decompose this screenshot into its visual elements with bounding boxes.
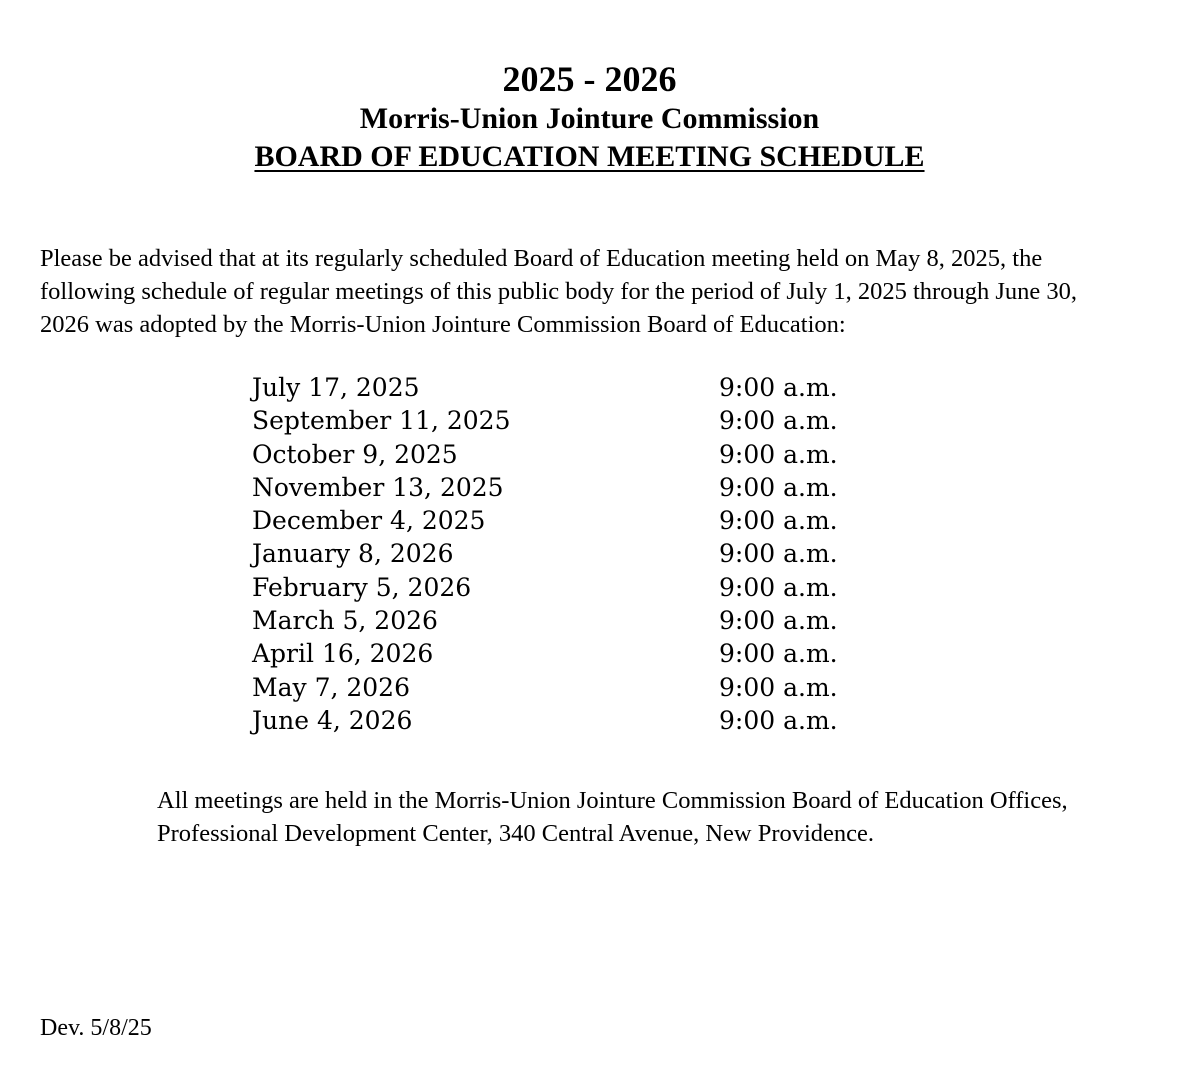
meeting-time: 9:00 a.m.	[719, 606, 838, 636]
schedule-row	[252, 404, 912, 437]
meeting-time: 9:00 a.m.	[719, 572, 838, 602]
schedule-row	[252, 671, 912, 704]
meeting-date: October 9, 2025	[252, 439, 458, 469]
meeting-time: 9:00 a.m.	[719, 439, 838, 469]
revision-note: Dev. 5/8/25	[40, 1015, 152, 1041]
meeting-schedule-list	[252, 371, 912, 737]
location-paragraph: All meetings are held in the Morris-Union Jointure Commission Board of Education Offices, Professional Development Center, 340 Central Avenue, New Providence.	[157, 787, 1068, 847]
meeting-date: July 17, 2025	[252, 373, 420, 402]
meeting-date: November 13, 2025	[252, 472, 504, 502]
meeting-date: April 16, 2026	[252, 639, 434, 669]
meeting-date: February 5, 2026	[252, 572, 472, 602]
meeting-time: 9:00 a.m.	[719, 406, 838, 436]
meeting-time: 9:00 a.m.	[719, 506, 838, 536]
schedule-title: BOARD OF EDUCATION MEETING SCHEDULE	[254, 140, 925, 173]
schedule-row	[252, 704, 912, 737]
meeting-time: 9:00 a.m.	[719, 373, 838, 402]
organization-name: Morris-Union Jointure Commission	[359, 102, 820, 135]
meeting-date: May 7, 2026	[252, 672, 410, 702]
meeting-date: January 8, 2026	[252, 539, 454, 569]
schedule-row	[252, 504, 912, 537]
schedule-row	[252, 438, 912, 471]
meeting-date: December 4, 2025	[252, 506, 486, 536]
meeting-time: 9:00 a.m.	[719, 705, 838, 735]
meeting-date: September 11, 2025	[252, 406, 511, 436]
meeting-date: June 4, 2026	[252, 705, 413, 735]
meeting-date: March 5, 2026	[252, 606, 438, 636]
schedule-row	[252, 604, 912, 637]
meeting-time: 9:00 a.m.	[719, 672, 838, 702]
meeting-time: 9:00 a.m.	[719, 639, 838, 669]
intro-paragraph: Please be advised that at its regularly scheduled Board of Education meeting held on May 8, 2025, the following schedule of regular meetings of this public body for the period of July 1, 2025 through June 30, 2026 was adopted by the Morris-Union Jointure Commission Board of Education:	[40, 245, 1077, 338]
schedule-row	[252, 637, 912, 670]
document-header	[0, 58, 1179, 176]
schedule-row	[252, 471, 912, 504]
schedule-row	[252, 371, 912, 404]
schedule-row	[252, 571, 912, 604]
schedule-row	[252, 537, 912, 570]
school-year-heading: 2025 - 2026	[502, 59, 677, 99]
meeting-time: 9:00 a.m.	[719, 539, 838, 569]
meeting-time: 9:00 a.m.	[719, 472, 838, 502]
